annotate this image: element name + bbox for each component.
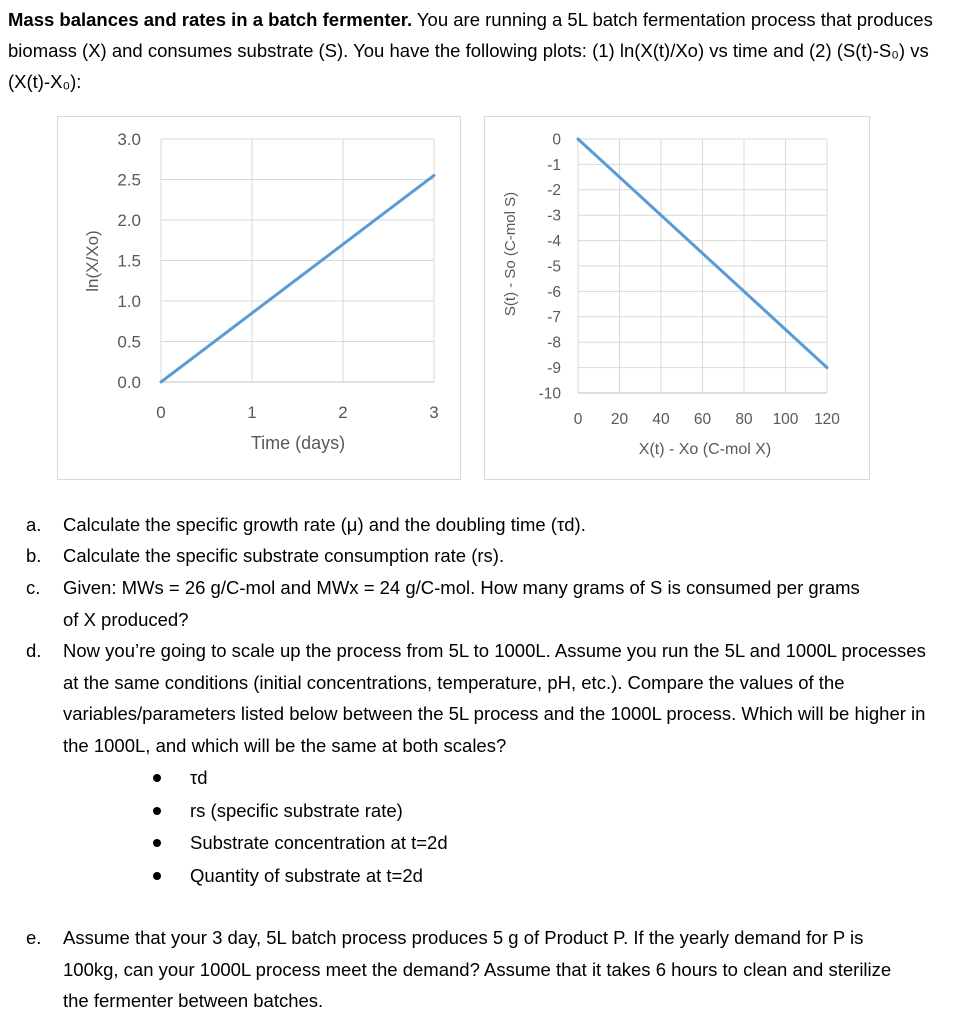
- y-tick-label: -5: [547, 258, 561, 276]
- y-tick-label: -2: [547, 182, 561, 200]
- question-e-letter: e.: [26, 927, 42, 948]
- y-axis-title: ln(X/Xo): [83, 230, 102, 292]
- bullet-icon: [153, 774, 161, 782]
- x-tick-label: 40: [652, 411, 670, 428]
- x-tick-label: 100: [772, 411, 799, 428]
- y-tick-label: 0: [552, 131, 561, 149]
- x-tick-label: 120: [814, 411, 840, 428]
- x-tick-label: 20: [610, 411, 629, 428]
- x-axis-title: X(t) - Xo (C-mol X): [638, 441, 772, 458]
- bullet-icon: [153, 807, 161, 815]
- problem-description: You are running a 5L batch fermentation process that produces biomass (X) and consumes substrate (S). You have the following plots: (1) ln(X(t)/Xo) vs time and (2) (S(t)-S₀) vs (X(t)-X₀):: [8, 9, 933, 92]
- bullet-icon: [153, 839, 161, 847]
- substrate-chart: [484, 116, 870, 480]
- list-item-text: Quantity of substrate at t=2d: [190, 864, 423, 886]
- question-e-text: Assume that your 3 day, 5L batch process produces 5 g of Product P. If the yearly demand for P is 100kg, can your 1000L process meet the demand? Assume that it takes 6 hours to clean and sterilize the fermenter between batches.: [63, 927, 892, 1011]
- growth-chart: [57, 116, 461, 480]
- x-tick-label: 0: [573, 411, 583, 428]
- list-item-text: rs (specific substrate rate): [190, 799, 403, 821]
- problem-title: Mass balances and rates in a batch fermenter.: [8, 9, 413, 30]
- y-tick-label: -7: [547, 309, 561, 327]
- question-a-text: Calculate the specific growth rate (μ) and the doubling time (τd).: [63, 514, 586, 535]
- list-item-text: τd: [190, 767, 208, 788]
- list-item-text: Substrate concentration at t=2d: [190, 832, 448, 853]
- y-tick-label: -9: [547, 360, 561, 378]
- y-tick-label: 0.0: [117, 372, 141, 392]
- question-b-letter: b.: [26, 545, 42, 566]
- question-b-text: Calculate the specific substrate consumption rate (rs).: [63, 545, 505, 566]
- y-tick-label: 1.0: [117, 291, 141, 311]
- substrate-chart-svg: [485, 117, 869, 479]
- y-tick-label: 2.5: [117, 170, 141, 190]
- y-tick-label: -10: [538, 385, 561, 403]
- y-tick-label: -4: [547, 233, 561, 251]
- x-tick-label: 2: [338, 403, 348, 422]
- y-tick-label: -3: [547, 207, 561, 225]
- y-tick-label: -6: [547, 283, 561, 301]
- series-line: [161, 175, 434, 382]
- x-tick-label: 60: [693, 411, 712, 428]
- growth-chart-svg: [58, 117, 460, 479]
- question-a-letter: a.: [26, 514, 42, 535]
- x-tick-label: 3: [429, 403, 439, 422]
- question-d-letter: d.: [26, 640, 42, 661]
- problem-intro: [8, 4, 943, 97]
- y-axis-title: S(t) - So (C-mol S): [502, 191, 519, 317]
- x-tick-label: 1: [247, 403, 257, 422]
- y-tick-label: -8: [547, 334, 561, 352]
- y-tick-label: 0.5: [117, 332, 141, 352]
- y-tick-label: 3.0: [117, 129, 141, 149]
- question-c-text: Given: MWs = 26 g/C-mol and MWx = 24 g/C-mol. How many grams of S is consumed per grams of X produced?: [63, 577, 860, 630]
- x-axis-title: Time (days): [250, 433, 346, 453]
- y-tick-label: -1: [547, 156, 561, 174]
- x-tick-label: 80: [735, 411, 753, 428]
- question-c-letter: c.: [26, 577, 41, 598]
- y-tick-label: 1.5: [117, 251, 141, 271]
- y-tick-label: 2.0: [117, 210, 141, 230]
- bullet-icon: [153, 872, 161, 880]
- x-tick-label: 0: [156, 403, 166, 422]
- question-d-text: Now you’re going to scale up the process from 5L to 1000L. Assume you run the 5L and 1000L processes at the same conditions (initial concentrations, temperature, pH, etc.). Compare the values of the variables/parameters listed below between the 5L process and the 1000L process. Which will be higher in the 1000L, and which will be the same at both scales?: [63, 640, 926, 756]
